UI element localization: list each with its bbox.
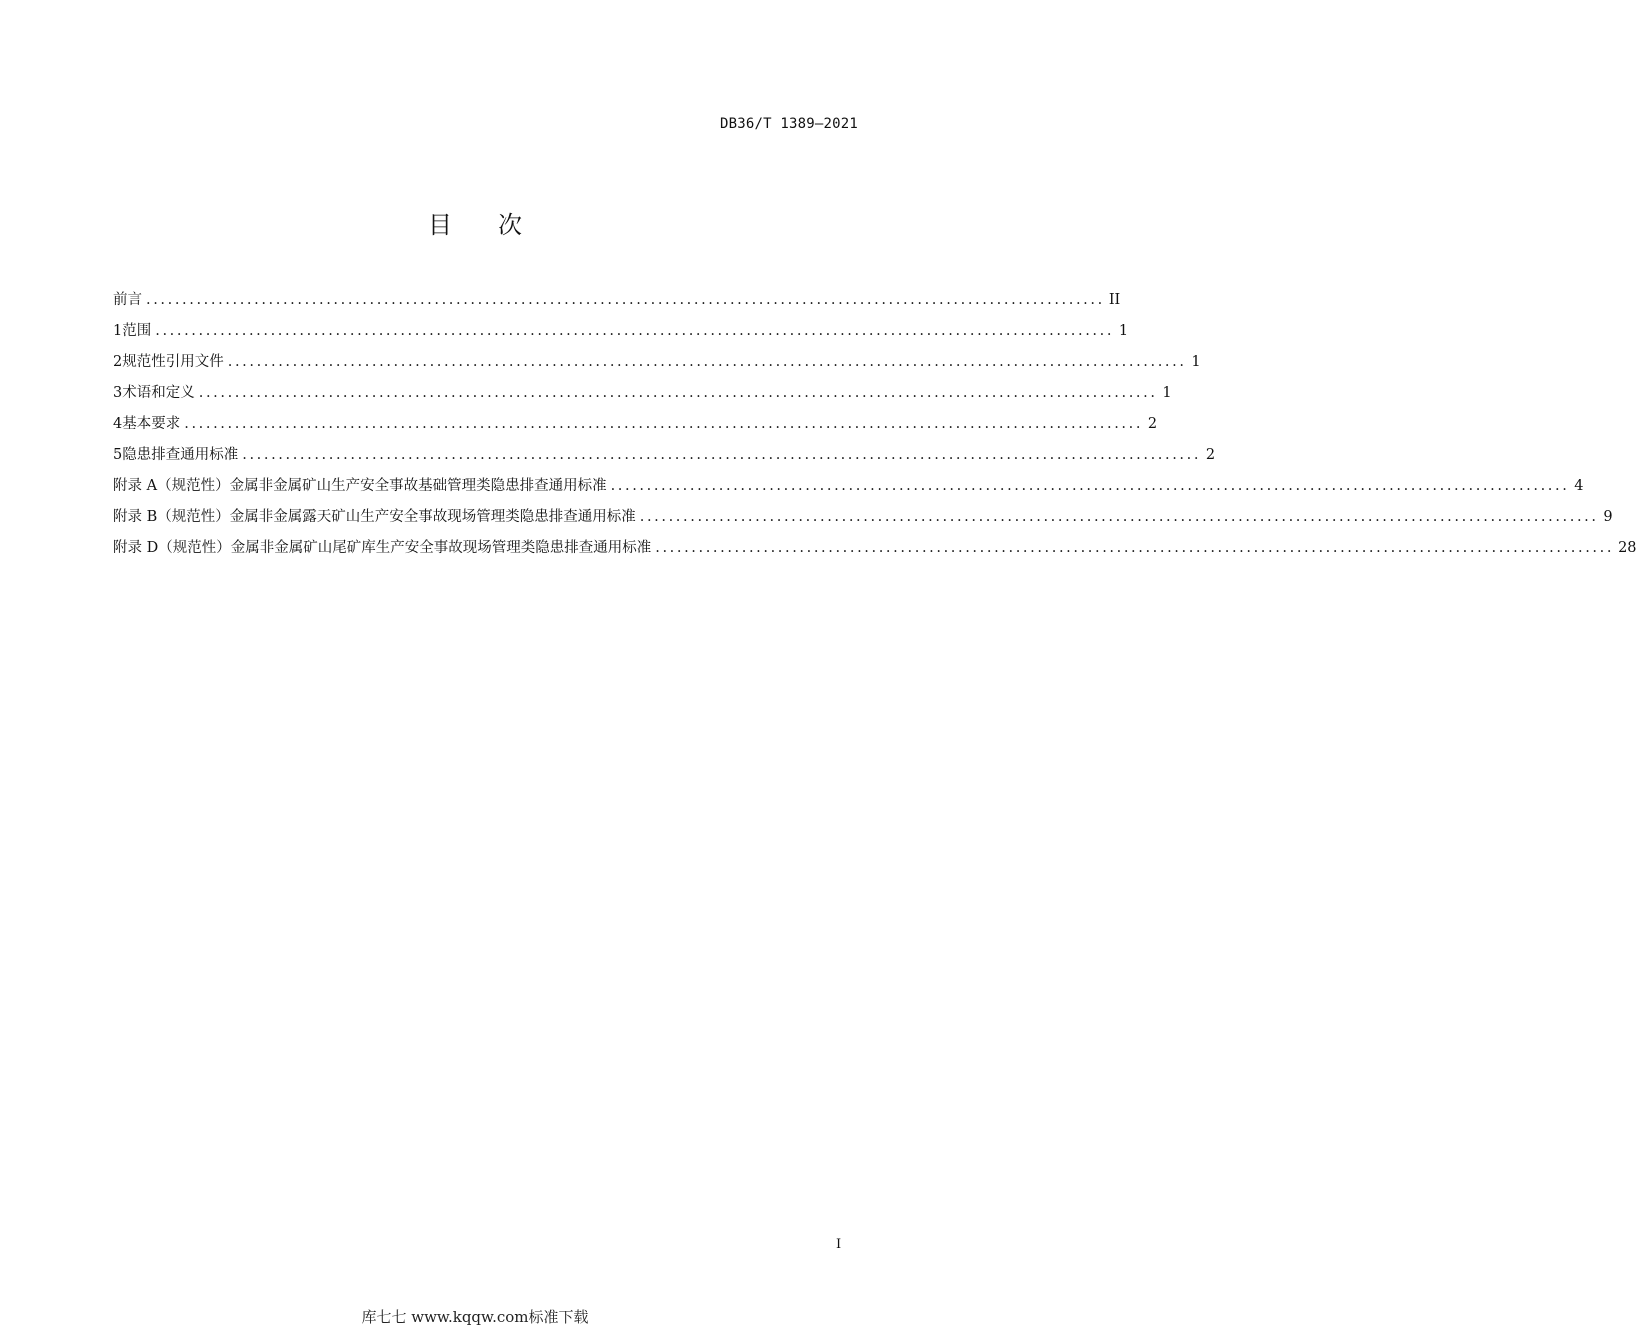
toc-title bbox=[0, 205, 950, 240]
toc-leader-dots: ..................................................................................................................................... bbox=[227, 354, 1187, 370]
toc-entry-label: 金属非金属矿山生产安全事故基础管理类隐患排查通用标准 bbox=[229, 478, 607, 494]
toc-entry-appendix-a[interactable] bbox=[113, 474, 1584, 505]
page-number: I bbox=[836, 1237, 842, 1252]
toc-leader-dots: ..................................................................................................................................... bbox=[155, 323, 1115, 339]
toc-entry-label: 范围 bbox=[122, 323, 152, 339]
toc-leader-dots: ..................................................................................................................................... bbox=[242, 447, 1202, 463]
toc-appendix-prefix: 附录 B（规范性） bbox=[113, 509, 230, 525]
toc-entry-label: 术语和定义 bbox=[122, 385, 195, 401]
toc-entry-label: 隐患排查通用标准 bbox=[122, 447, 239, 463]
toc-entry-page: 9 bbox=[1603, 509, 1613, 525]
toc-entry-terms-definitions[interactable] bbox=[113, 381, 1172, 412]
toc-leader-dots: ..................................................................................................................................... bbox=[639, 509, 1599, 525]
toc-appendix-prefix: 附录 D（规范性） bbox=[113, 540, 231, 556]
toc-entry-page: 4 bbox=[1574, 478, 1584, 494]
toc-entry-page: 1 bbox=[1162, 385, 1172, 401]
toc-list bbox=[113, 288, 1637, 567]
toc-leader-dots: ..................................................................................................................................... bbox=[146, 292, 1105, 308]
toc-entry-page: 1 bbox=[1118, 323, 1129, 339]
toc-entry-page: II bbox=[1108, 292, 1121, 308]
toc-leader-dots: ..................................................................................................................................... bbox=[198, 385, 1158, 401]
toc-entry-label: 前言 bbox=[113, 292, 142, 308]
toc-entry-page: 1 bbox=[1191, 354, 1201, 370]
toc-entry-number: 3 bbox=[113, 385, 123, 401]
footer-watermark: 库七七 www.kqqw.com标准下载 bbox=[361, 1308, 589, 1326]
toc-leader-dots: ..................................................................................................................................... bbox=[610, 478, 1570, 494]
toc-entry-normative-references[interactable] bbox=[113, 350, 1201, 381]
toc-appendix-prefix: 附录 A（规范性） bbox=[113, 478, 230, 494]
document-code: DB36/T 1389—2021 bbox=[719, 116, 858, 132]
toc-entry-page: 2 bbox=[1147, 416, 1158, 432]
toc-entry-foreword[interactable] bbox=[113, 288, 1121, 319]
toc-title-char-2: 次 bbox=[498, 211, 522, 239]
toc-entry-number: 1 bbox=[113, 323, 123, 339]
toc-entry-number: 5 bbox=[113, 447, 123, 463]
toc-entry-page: 2 bbox=[1205, 447, 1216, 463]
toc-leader-dots: ..................................................................................................................................... bbox=[655, 540, 1615, 556]
toc-title-char-1: 目 bbox=[428, 211, 452, 239]
toc-entry-appendix-b[interactable] bbox=[113, 505, 1613, 536]
toc-entry-scope[interactable] bbox=[113, 319, 1129, 350]
toc-entry-number: 2 bbox=[113, 354, 123, 370]
toc-entry-number: 4 bbox=[113, 416, 123, 432]
toc-entry-appendix-d[interactable] bbox=[113, 536, 1637, 567]
toc-entry-label: 金属非金属矿山尾矿库生产安全事故现场管理类隐患排查通用标准 bbox=[230, 540, 652, 556]
toc-entry-label: 基本要求 bbox=[122, 416, 181, 432]
toc-entry-label: 规范性引用文件 bbox=[122, 354, 224, 370]
toc-entry-hazard-standard[interactable] bbox=[113, 443, 1216, 474]
toc-entry-label: 金属非金属露天矿山生产安全事故现场管理类隐患排查通用标准 bbox=[229, 509, 636, 525]
toc-leader-dots: ..................................................................................................................................... bbox=[184, 416, 1144, 432]
toc-entry-page: 28 bbox=[1618, 540, 1637, 556]
toc-entry-basic-requirements[interactable] bbox=[113, 412, 1158, 443]
